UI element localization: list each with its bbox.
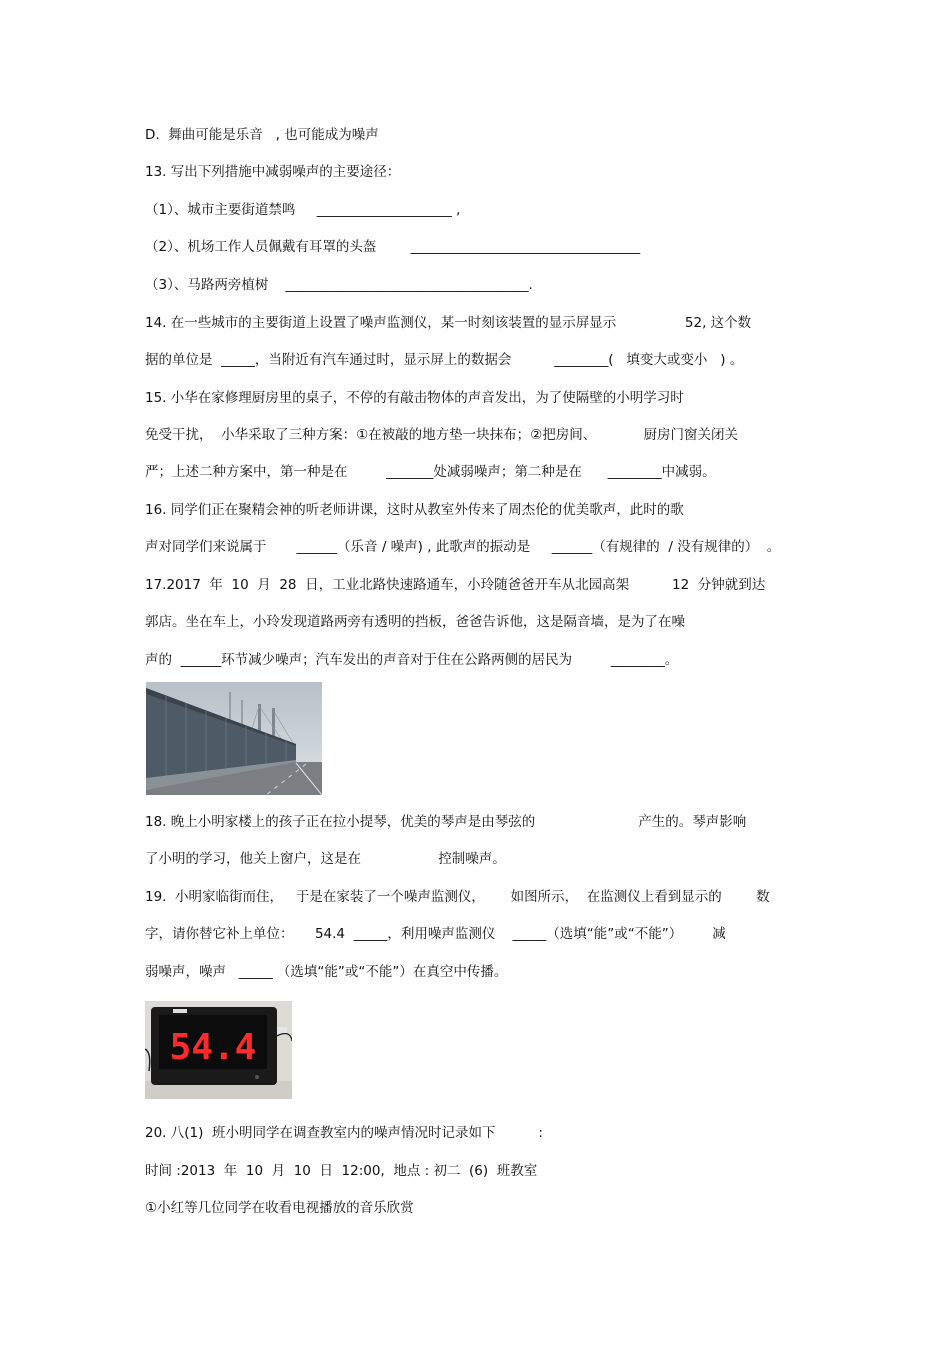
q18-line-2: 了小明的学习，他关上窗户，这是在 控制噪声。 xyxy=(145,851,506,867)
q19-line-3: 弱噪声，噪声 _____ （选填“能”或“不能”）在真空中传播。 xyxy=(145,964,508,980)
q19-line-2: 字，请你替它补上单位： 54.4 _____，利用噪声监测仪 _____（选填“能”或“不能”） 减 xyxy=(145,926,726,942)
q13-item-3: （3）、马路两旁植树 ____________________________________. xyxy=(145,277,533,293)
q20-line-1: 20. 八(1) 班小明同学在调查教室内的噪声情况时记录如下 : xyxy=(145,1125,543,1141)
q20-line-3: ①小红等几位同学在收看电视播放的音乐欣赏 xyxy=(145,1200,414,1216)
noise-barrier-illustration xyxy=(146,682,322,795)
q13-item-1: （1）、城市主要街道禁鸣 ____________________ , xyxy=(145,202,461,218)
q13-item-2: （2）、机场工作人员佩戴有耳罩的头盔 __________________________________ xyxy=(145,239,641,255)
meter-reading: 54.4 xyxy=(169,1027,257,1068)
q14-line-2: 据的单位是 _____，当附近有汽车通过时，显示屏上的数据会 ________( 填变大或变小 ) 。 xyxy=(145,352,744,368)
q17-line-3: 声的 ______环节减少噪声；汽车发出的声音对于住在公路两侧的居民为 ________。 xyxy=(145,652,679,668)
noise-meter-photo xyxy=(145,1001,292,1099)
q17-line-1: 17.2017 年 10 月 28 日，工业北路快速路通车，小玲随爸爸开车从北园高架 12 分钟就到达 xyxy=(145,577,766,593)
noise-barrier-photo xyxy=(146,682,322,795)
q15-line-3: 严；上述二种方案中，第一种是在 _______处减弱噪声；第二种是在 ________中减弱。 xyxy=(145,464,716,480)
q14-line-1: 14. 在一些城市的主要街道上设置了噪声监测仪，某一时刻该装置的显示屏显示 52, 这个数 xyxy=(145,315,752,331)
q17-line-2: 郭店。坐在车上，小玲发现道路两旁有透明的挡板，爸爸告诉他，这是隔音墙，是为了在噪 xyxy=(145,614,685,630)
q16-line-1: 16. 同学们正在聚精会神的听老师讲课，这时从教室外传来了周杰伦的优美歌声，此时的歌 xyxy=(145,502,684,518)
q13-stem: 13. 写出下列措施中减弱噪声的主要途径： xyxy=(145,164,401,180)
q16-line-2: 声对同学们来说属于 ______（乐音 / 噪声) , 此歌声的振动是 ______（有规律的 / 没有规律的） 。 xyxy=(145,539,781,555)
d-option-line: D. 舞曲可能是乐音 , 也可能成为噪声 xyxy=(145,127,379,143)
q18-line-1: 18. 晚上小明家楼上的孩子正在拉小提琴，优美的琴声是由琴弦的 产生的。琴声影响 xyxy=(145,814,747,830)
q15-line-2: 免受干扰， 小华采取了三种方案：①在被敲的地方垫一块抹布；②把房间、 厨房门窗关闭关 xyxy=(145,427,738,443)
q20-line-2: 时间 :2013 年 10 月 10 日 12:00, 地点 : 初二 (6) 班教室 xyxy=(145,1163,538,1179)
noise-meter-illustration xyxy=(145,1001,292,1099)
q19-line-1: 19. 小明家临街而住， 于是在家装了一个噪声监测仪， 如图所示， 在监测仪上看到显示的 数 xyxy=(145,889,770,905)
q15-line-1: 15. 小华在家修理厨房里的桌子，不停的有敲击物体的声音发出，为了使隔壁的小明学习时 xyxy=(145,390,684,406)
